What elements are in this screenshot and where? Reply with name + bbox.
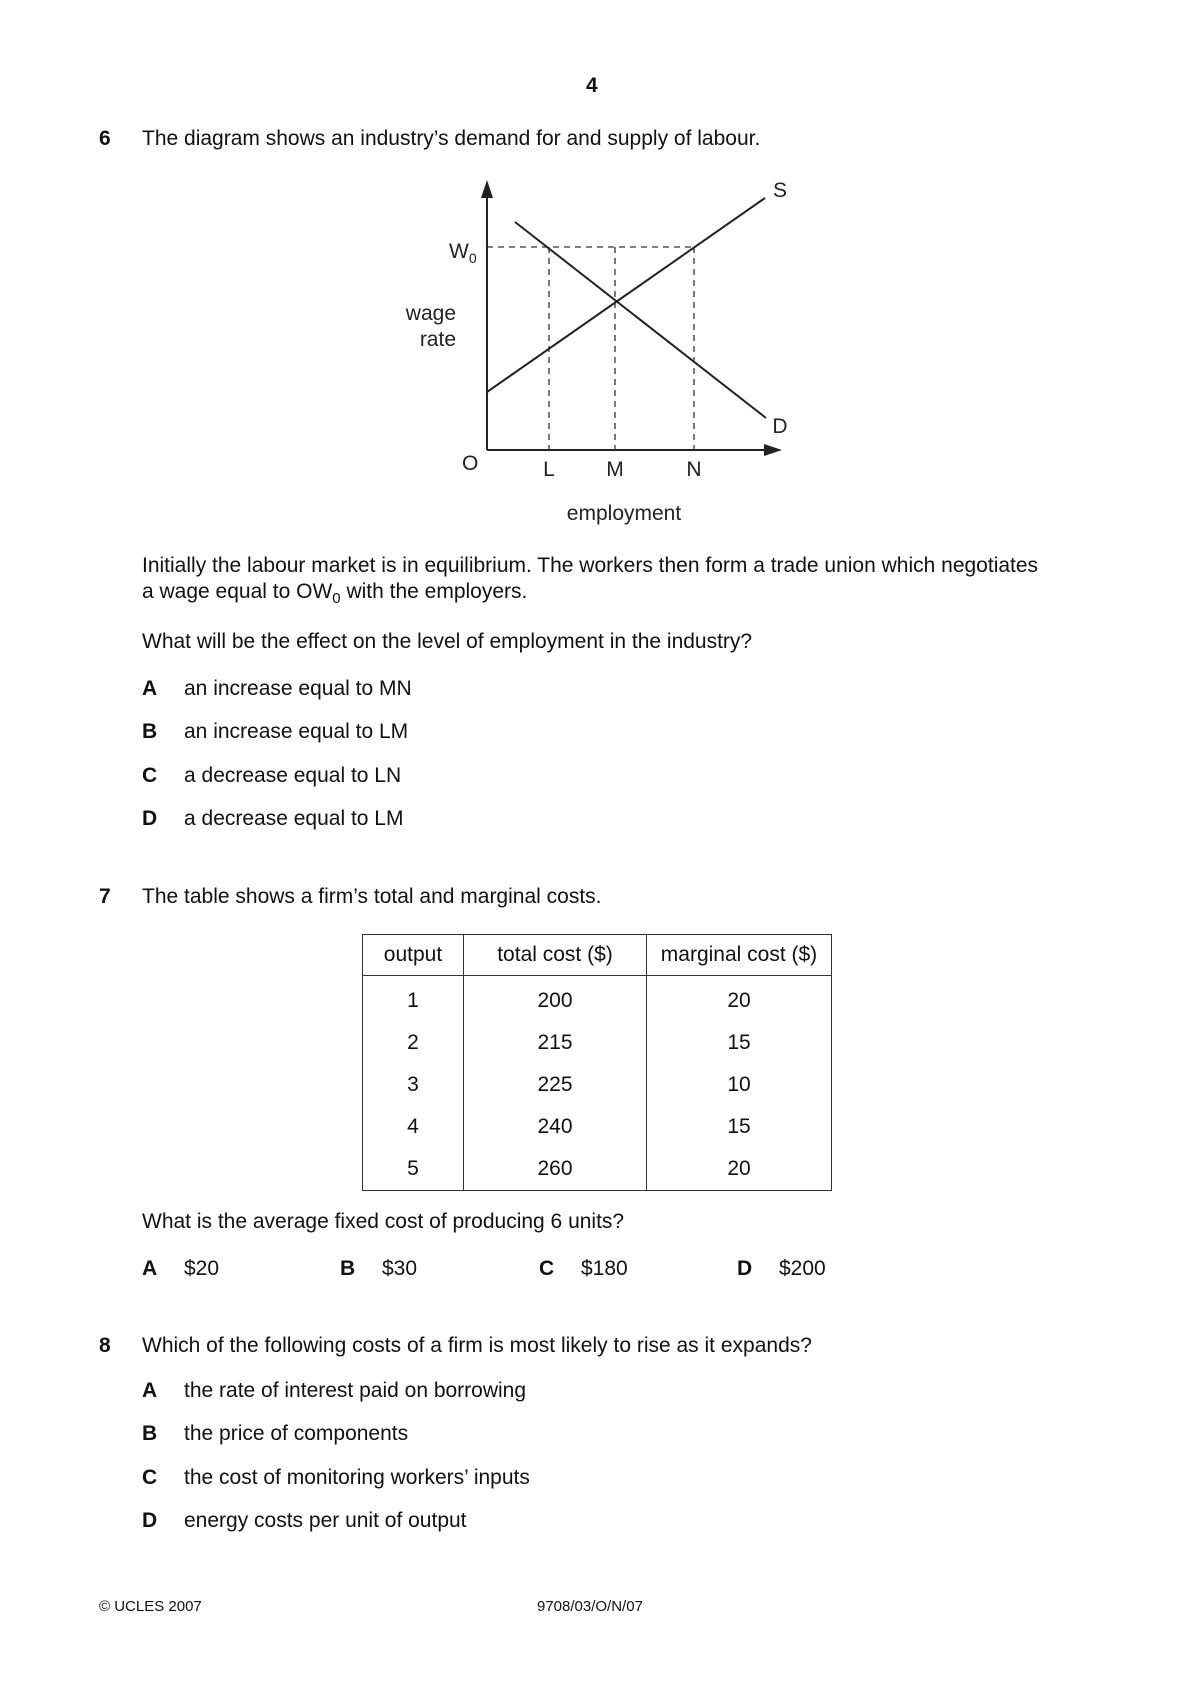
y-axis-label-line1: wage xyxy=(405,302,456,325)
y-axis-label-line2: rate xyxy=(419,328,456,351)
table-row xyxy=(363,976,832,1023)
header-total-cost: total cost ($) xyxy=(464,935,647,976)
q6-stem: The diagram shows an industry’s demand for and supply of labour. xyxy=(142,127,761,150)
q7-stem: The table shows a firm’s total and marginal costs. xyxy=(142,885,602,908)
dashed-guides xyxy=(487,247,694,450)
x-axis-arrow xyxy=(764,444,782,456)
cell-total-cost: 240 xyxy=(464,1106,647,1148)
cell-marginal-cost: 15 xyxy=(647,1106,832,1148)
table-row xyxy=(363,1148,832,1191)
table-row xyxy=(363,1064,832,1106)
cell-marginal-cost: 10 xyxy=(647,1064,832,1106)
w0-label: $W_0$ xyxy=(449,240,477,266)
q7-option-b-text: $30 xyxy=(382,1257,418,1280)
q8-option-d-letter: D xyxy=(142,1509,158,1532)
q7-option-b-letter: B xyxy=(340,1257,356,1280)
q8-option-d-text: energy costs per unit of output xyxy=(184,1509,467,1532)
q6-option-d-letter: D xyxy=(142,807,158,830)
l-label: L xyxy=(543,458,555,481)
header-marginal-cost: marginal cost ($) xyxy=(647,935,832,976)
q8-option-b-text: the price of components xyxy=(184,1422,409,1445)
q6-option-a-letter: A xyxy=(142,677,158,700)
q8-number: 8 xyxy=(99,1334,111,1357)
q7-option-a-letter: A xyxy=(142,1257,158,1280)
x-axis-label: employment xyxy=(566,502,682,525)
cell-output: 3 xyxy=(363,1064,464,1106)
n-label: N xyxy=(686,458,702,481)
page-number: 4 xyxy=(586,74,598,97)
supply-label: S xyxy=(772,179,788,202)
footer-code: 9708/03/O/N/07 xyxy=(537,1598,643,1615)
origin-label: O xyxy=(462,452,479,475)
q6-option-a-text: an increase equal to MN xyxy=(184,677,412,700)
cell-total-cost: 260 xyxy=(464,1148,647,1191)
q7-option-c-text: $180 xyxy=(581,1257,628,1280)
cell-total-cost: 225 xyxy=(464,1064,647,1106)
cell-marginal-cost: 15 xyxy=(647,1022,832,1064)
labour-market-diagram xyxy=(0,0,1190,560)
y-axis-arrow xyxy=(481,180,493,198)
q6-option-d-text: a decrease equal to LM xyxy=(184,807,404,830)
q6-number: 6 xyxy=(99,127,111,150)
m-label: M xyxy=(606,458,624,481)
q8-option-a-text: the rate of interest paid on borrowing xyxy=(184,1379,527,1402)
q6-para-text-a: a wage equal to OW xyxy=(142,580,333,603)
cell-output: 2 xyxy=(363,1022,464,1064)
cost-table xyxy=(362,934,832,1191)
q7-option-d-letter: D xyxy=(737,1257,753,1280)
q6-paragraph-line2 xyxy=(142,579,527,607)
q6-question: What will be the effect on the level of employment in the industry? xyxy=(142,630,753,653)
q6-paragraph-line1: Initially the labour market is in equilibrium. The workers then form a trade union which negotiates xyxy=(142,554,1039,577)
q7-option-a-text: $20 xyxy=(184,1257,220,1280)
table-row xyxy=(363,1106,832,1148)
footer-copyright: © UCLES 2007 xyxy=(99,1598,202,1615)
demand-curve xyxy=(515,222,766,418)
cell-total-cost: 200 xyxy=(464,976,647,1023)
cell-output: 4 xyxy=(363,1106,464,1148)
header-output: output xyxy=(363,935,464,976)
cell-total-cost: 215 xyxy=(464,1022,647,1064)
q7-option-d-text: $200 xyxy=(779,1257,826,1280)
q6-option-b-text: an increase equal to LM xyxy=(184,720,409,743)
q6-option-c-text: a decrease equal to LN xyxy=(184,764,402,787)
cell-output: 5 xyxy=(363,1148,464,1191)
supply-curve xyxy=(487,198,765,392)
q6-option-b-letter: B xyxy=(142,720,158,743)
table-header-row xyxy=(363,935,832,976)
q7-option-c-letter: C xyxy=(539,1257,555,1280)
q6-para-text-b: with the employers. xyxy=(340,580,528,603)
q7-number: 7 xyxy=(99,885,111,908)
cell-output: 1 xyxy=(363,976,464,1023)
cell-marginal-cost: 20 xyxy=(647,976,832,1023)
q8-option-a-letter: A xyxy=(142,1379,158,1402)
q6-para-subscript: 0 xyxy=(332,590,341,607)
q6-option-c-letter: C xyxy=(142,764,158,787)
table-row xyxy=(363,1022,832,1064)
q7-question: What is the average fixed cost of producing 6 units? xyxy=(142,1210,625,1233)
q8-option-c-text: the cost of monitoring workers’ inputs xyxy=(184,1466,530,1489)
q8-stem: Which of the following costs of a firm is most likely to rise as it expands? xyxy=(142,1334,812,1357)
cell-marginal-cost: 20 xyxy=(647,1148,832,1191)
demand-label: D xyxy=(772,415,788,438)
q8-option-b-letter: B xyxy=(142,1422,158,1445)
q8-option-c-letter: C xyxy=(142,1466,158,1489)
